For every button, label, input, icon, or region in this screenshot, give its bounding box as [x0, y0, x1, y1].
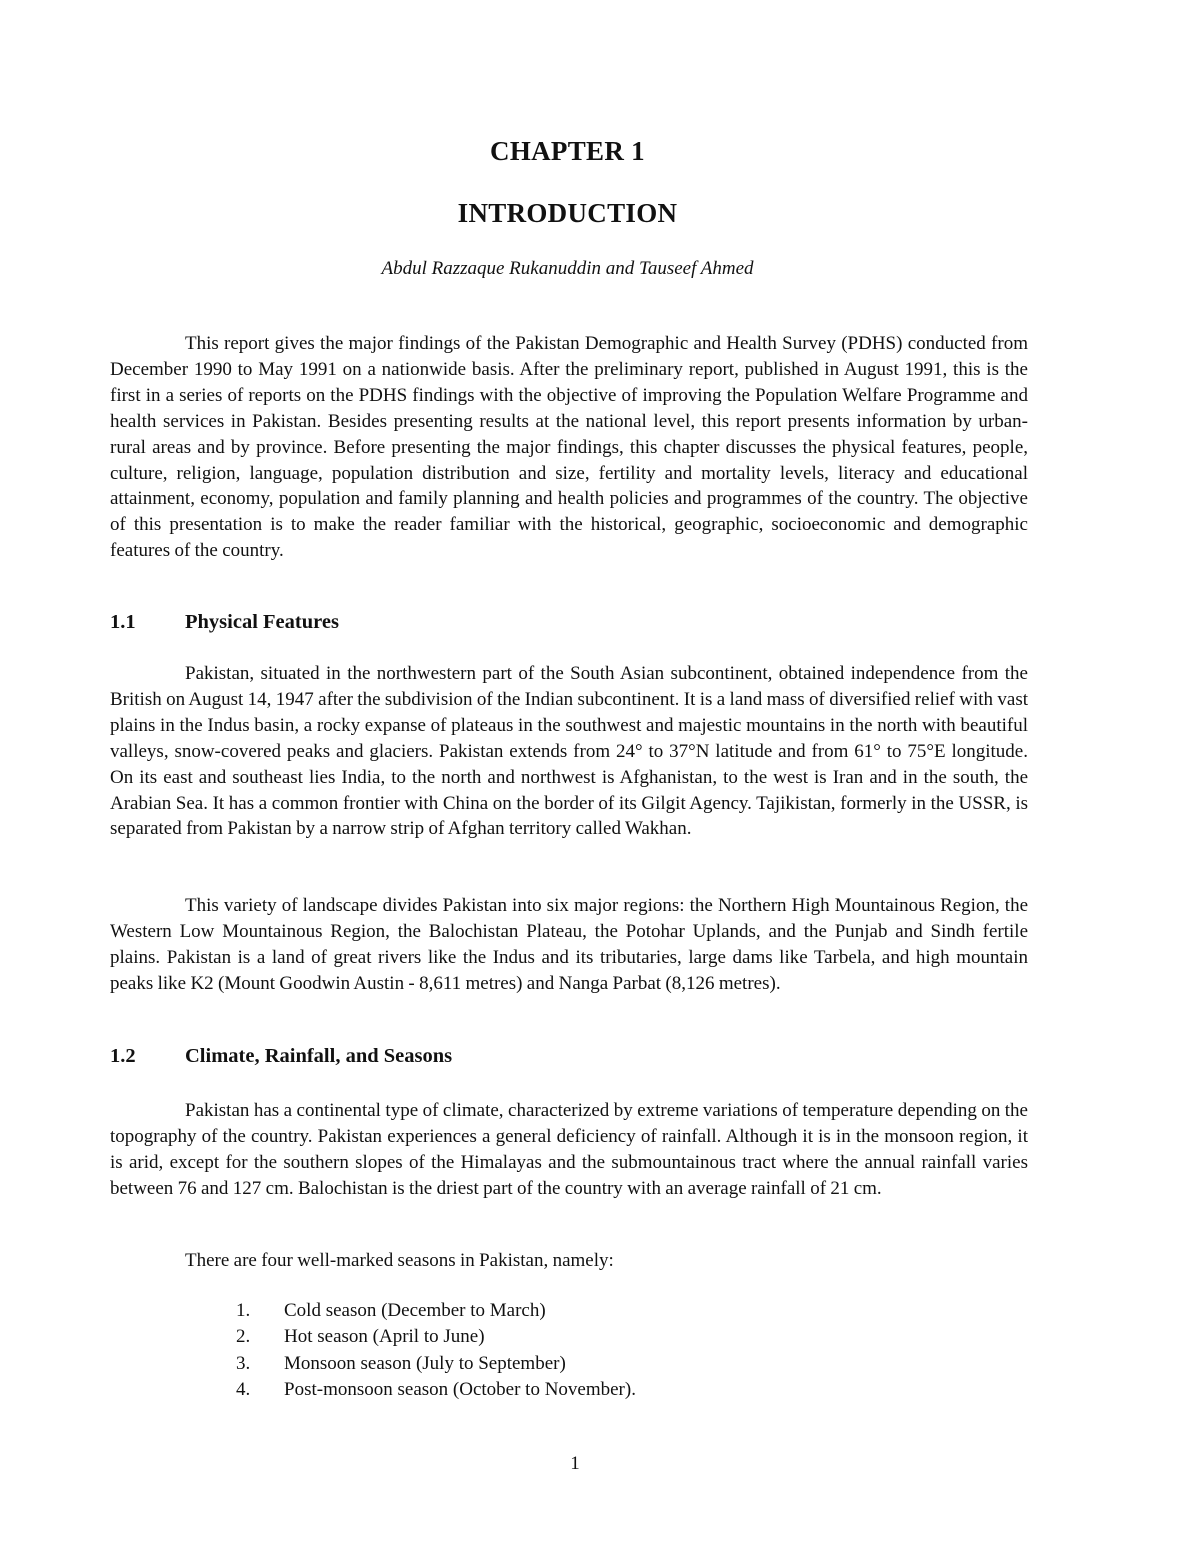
list-item-text: Cold season (December to March)	[284, 1300, 546, 1321]
section-title: Physical Features	[185, 611, 339, 633]
physical-features-paragraph-2: This variety of landscape divides Pakistan into six major regions: the Northern High Mountainous Region, the Western Low Mountainous Region, the Balochistan Plateau, the Potohar Uplands, and the Punjab and Sindh fertile plains. Pakistan is a land of great rivers like the Indus and its tributaries, large dams like Tarbela, and high mountain peaks like K2 (Mount Goodwin Austin - 8,611 metres) and Nanga Parbat (8,126 metres).	[110, 895, 1028, 994]
list-item	[236, 1377, 636, 1403]
list-item	[236, 1351, 636, 1377]
list-item-number: 2.	[236, 1326, 251, 1348]
seasons-list	[236, 1298, 636, 1403]
list-item-number: 4.	[236, 1378, 251, 1400]
chapter-authors: Abdul Razzaque Rukanuddin and Tauseef Ahmed	[381, 258, 754, 279]
list-item-number: 1.	[236, 1300, 251, 1321]
list-item-text: Hot season (April to June)	[284, 1326, 485, 1348]
physical-features-paragraph-1: Pakistan, situated in the northwestern part of the South Asian subcontinent, obtained independence from the British on August 14, 1947 after the subdivision of the Indian subcontinent. It is a land mass of diversified relief with vast plains in the Indus basin, a rocky expanse of plateaus in the southwest and majestic mountains in the north with beautiful valleys, snow-covered peaks and glaciers. Pakistan extends from 24° to 37°N latitude and from 61° to 75°E longitude. On its east and southeast lies India, to the north and northwest is Afghanistan, to the west is Iran and in the south, the Arabian Sea. It has a common frontier with China on the border of its Gilgit Agency. Tajikistan, formerly in the USSR, is separated from Pakistan by a narrow strip of Afghan territory called Wakhan.	[110, 663, 1028, 840]
page-number: 1	[570, 1453, 580, 1474]
chapter-label: CHAPTER 1	[490, 136, 645, 166]
list-item	[236, 1298, 636, 1324]
intro-paragraph: This report gives the major findings of the Pakistan Demographic and Health Survey (PDHS) conducted from December 1990 to May 1991 on a nationwide basis. After the preliminary report, published in August 1991, this is the first in a series of reports on the PDHS findings with the objective of improving the Population Welfare Programme and health services in Pakistan. Besides presenting results at the national level, this report presents information by urban-rural areas and by province. Before presenting the major findings, this chapter discusses the physical features, people, culture, religion, language, population distribution and size, fertility and mortality levels, literacy and educational attainment, economy, population and family planning and health policies and programmes of the country. The objective of this presentation is to make the reader familiar with the historical, geographic, socioeconomic and demographic features of the country.	[110, 333, 1028, 562]
section-number: 1.1	[110, 611, 136, 633]
section-number: 1.2	[110, 1045, 136, 1067]
list-item-number: 3.	[236, 1352, 251, 1374]
climate-paragraph-2: There are four well-marked seasons in Pakistan, namely:	[185, 1250, 614, 1271]
list-item-text: Post-monsoon season (October to November).	[284, 1378, 636, 1400]
chapter-title: INTRODUCTION	[457, 198, 678, 228]
list-item	[236, 1324, 636, 1350]
section-title: Climate, Rainfall, and Seasons	[185, 1045, 453, 1067]
section-heading-physical-features	[110, 611, 339, 634]
list-item-text: Monsoon season (July to September)	[284, 1352, 566, 1374]
section-heading-climate	[110, 1045, 452, 1068]
climate-paragraph-1: Pakistan has a continental type of climate, characterized by extreme variations of temperature depending on the topography of the country. Pakistan experiences a general deficiency of rainfall. Although it is in the monsoon region, it is arid, except for the southern slopes of the Himalayas and the submountainous tract where the annual rainfall varies between 76 and 127 cm. Balochistan is the driest part of the country with an average rainfall of 21 cm.	[110, 1100, 1028, 1199]
